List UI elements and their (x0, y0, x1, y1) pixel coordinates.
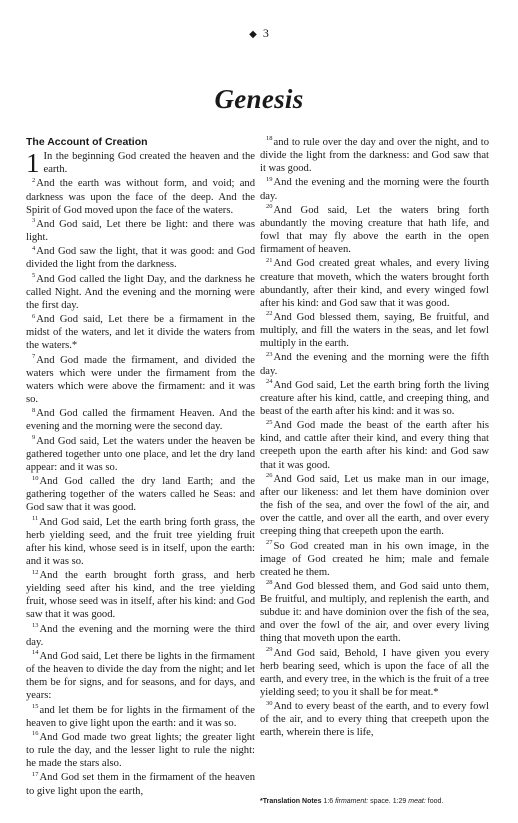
verse-text: And God said, Behold, I have given you every herb bearing seed, which is upon the face of all the earth, and every tree, in the which is the fruit of a tree yielding seed; to you it shall be for meat.* (260, 647, 489, 698)
verse-21 (260, 257, 489, 309)
verse-12 (26, 569, 255, 621)
verse-number: 4 (32, 244, 36, 252)
verse-number: 18 (266, 135, 273, 143)
section-heading: The Account of Creation (26, 136, 148, 148)
verse-text: And God made the firmament, and divided the waters which were under the firmament from the waters which were above the firmament: and it was so. (26, 354, 255, 405)
left-column (26, 136, 255, 799)
verse-22 (260, 311, 489, 350)
verse-text: And God said, Let the earth bring forth grass, the herb yielding seed, and the fruit tree yielding fruit after his kind, whose seed is in itself, upon the earth: and it was so. (26, 516, 255, 567)
verse-number: 20 (266, 203, 273, 211)
verse-text: And the evening and the morning were the third day. (26, 623, 255, 648)
verse-29 (260, 647, 489, 699)
verse-text: And God said, Let the waters under the heaven be gathered together unto one place, and let the dry land appear: and it was so. (26, 435, 255, 473)
note-1-term: firmament: (335, 798, 369, 805)
verse-number: 14 (32, 649, 39, 657)
verse-14 (26, 650, 255, 702)
verse-text: And the evening and the morning were the fifth day. (260, 352, 489, 377)
verse-number: 2 (32, 176, 36, 184)
verse-number: 16 (32, 730, 39, 738)
note-1-ref: 1:6 (323, 798, 334, 805)
verse-28 (260, 580, 489, 645)
verse-number: 12 (32, 568, 39, 576)
notes-label: *Translation Notes (260, 798, 322, 805)
verse-number: 8 (32, 406, 36, 414)
verse-19 (260, 176, 489, 202)
page-number: 3 (262, 26, 269, 40)
verse-text: In the beginning God created the heaven and the earth. (43, 151, 255, 176)
verse-text: And God blessed them, saying, Be fruitful, and multiply, and fill the waters in the seas, and let fowl multiply in the earth. (260, 311, 489, 350)
verse-text: And God called the firmament Heaven. And the evening and the morning were the second day. (26, 408, 255, 433)
verse-number: 28 (266, 579, 273, 587)
verse-5 (26, 273, 255, 312)
verse-text: and to rule over the day and over the night, and to divide the light from the darkness: and God saw that it was good. (260, 137, 489, 175)
verse-text: So God created man in his own image, in the image of God created he him; male and female created he them. (260, 540, 489, 578)
verse-text: And God said, Let there be a firmament in the midst of the waters, and let it divide the waters from the waters.* (26, 314, 255, 352)
verse-text: And God made two great lights; the greater light to rule the day, and the lesser light to rule the night: he made the stars also. (26, 731, 255, 770)
verse-4 (26, 245, 255, 271)
verse-27 (260, 540, 489, 579)
note-2-ref: 1:29 (392, 798, 407, 805)
note-2-term: meat: (408, 798, 426, 805)
verse-15 (26, 704, 255, 730)
verse-9 (26, 435, 255, 474)
verse-text: And God called the light Day, and the darkness he called Night. And the evening and the morning were the first day. (26, 273, 255, 311)
verse-text: And God said, Let the earth bring forth the living creature after his kind, cattle, and creeping thing, and beast of the earth after his kind: and it was so. (260, 379, 489, 417)
verse-6 (26, 313, 255, 352)
book-title: Genesis (214, 84, 304, 114)
verse-text: And God called the dry land Earth; and the gathering together of the waters called he Seas: and God saw that it was good. (26, 476, 255, 514)
verse-30 (260, 700, 489, 739)
verse-text: And the evening and the morning were the fourth day. (260, 177, 489, 202)
chapter-number: 1 (26, 148, 40, 179)
verse-number: 22 (266, 310, 273, 318)
translation-notes (260, 798, 495, 805)
verse-text: And God made the beast of the earth after his kind, and cattle after their kind, and every thing that creepeth upon the earth after his kind: and God saw that it was good. (260, 420, 489, 471)
verse-2 (26, 177, 255, 216)
verse-20 (260, 204, 489, 256)
verse-number: 6 (32, 312, 36, 320)
verse-24 (260, 379, 489, 418)
verse-number: 17 (32, 770, 39, 778)
verse-23 (260, 351, 489, 377)
diamond-marker-icon: ◆ (249, 29, 257, 40)
page-header (0, 26, 518, 41)
note-1-def: space. (370, 798, 391, 805)
verse-text: And God said, Let there be light: and there was light. (26, 218, 255, 244)
verse-18 (260, 136, 489, 175)
verse-11 (26, 516, 255, 568)
verse-number: 11 (32, 514, 39, 522)
verse-1 (26, 148, 255, 179)
verse-number: 24 (266, 378, 273, 386)
verse-text: And God blessed them, and God said unto them, Be fruitful, and multiply, and replenish the earth, and subdue it: and have dominion over the fish of the sea, and over the fowl of the air, and over every living thing that moveth upon the earth. (260, 580, 489, 645)
verse-number: 21 (266, 256, 273, 264)
verse-8 (26, 407, 255, 433)
verse-text: And God saw the light, that it was good: and God divided the light from the darkness. (26, 246, 255, 271)
verse-13 (26, 623, 255, 649)
verse-number: 15 (32, 703, 39, 711)
verse-16 (26, 731, 255, 770)
verse-10 (26, 475, 255, 514)
verse-17 (26, 771, 255, 797)
verse-number: 27 (266, 538, 273, 546)
verse-text: And the earth was without form, and void; and darkness was upon the face of the deep. And the Spirit of God moved upon the face of the waters. (26, 178, 255, 216)
verse-number: 26 (266, 472, 273, 480)
verse-number: 7 (32, 353, 36, 361)
verse-3 (26, 218, 255, 244)
verse-text: And God said, Let the waters bring forth abundantly the moving creature that hath life, and fowl that may fly above the earth in the open firmament of heaven. (260, 204, 489, 256)
verse-number: 19 (266, 175, 273, 183)
verse-text: And to every beast of the earth, and to every fowl of the air, and to every thing that creepeth upon the earth, wherein there is life, (260, 701, 489, 739)
verse-text: And God said, Let there be lights in the firmament of the heaven to divide the day from the night; and let them be for signs, and for seasons, and for days, and years: (26, 651, 255, 702)
verse-number: 5 (32, 272, 36, 280)
verse-7 (26, 354, 255, 406)
verse-25 (260, 419, 489, 471)
verse-number: 25 (266, 418, 273, 426)
note-2-def: food. (427, 798, 444, 805)
verse-number: 23 (266, 350, 273, 358)
verse-number: 9 (32, 434, 36, 442)
verse-number: 30 (266, 699, 273, 707)
verse-number: 13 (32, 622, 39, 630)
verse-26 (260, 473, 489, 538)
verse-text: And God set them in the firmament of the heaven to give light upon the earth, (26, 772, 255, 797)
verse-text: and let them be for lights in the firmament of the heaven to give light upon the earth: and it was so. (26, 704, 255, 729)
verse-text: And God said, Let us make man in our image, after our likeness: and let them have dominion over the fish of the sea, and over the fowl of the air, and over the cattle, and over all the earth, and over every creeping thing that creepeth upon the earth. (260, 473, 489, 538)
verse-text: And the earth brought forth grass, and herb yielding seed after his kind, and the tree yielding fruit, whose seed was in itself, after his kind: and God saw that it was good. (26, 570, 255, 621)
verse-number: 3 (32, 217, 36, 225)
verse-number: 10 (32, 474, 39, 482)
verse-number: 29 (266, 646, 273, 654)
verse-text: And God created great whales, and every living creature that moveth, which the waters brought forth abundantly, after their kind, and every winged fowl after his kind: and God saw that it was good. (260, 258, 489, 309)
right-column (260, 136, 489, 741)
